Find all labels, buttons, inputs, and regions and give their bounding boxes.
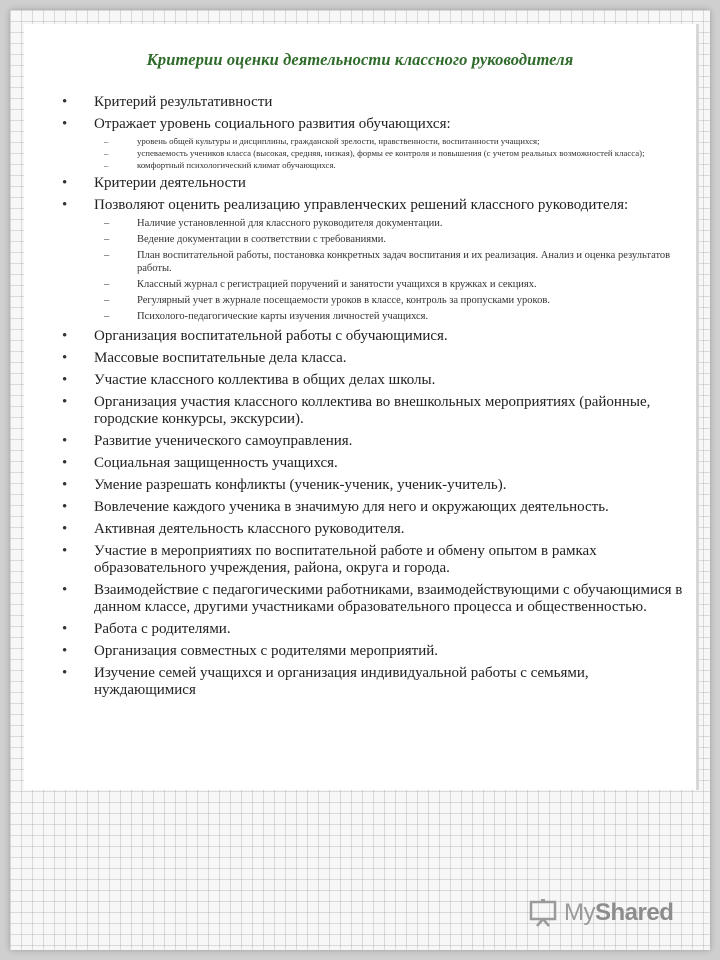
criteria-item-text: Вовлечение каждого ученика в значимую для него и окружающих деятельность. xyxy=(94,499,609,515)
criteria-item xyxy=(54,350,694,367)
criteria-item-text: Участие в мероприятиях по воспитательной работе и обмену опытом в рамках образовательного учреждения, района, округа и города. xyxy=(94,543,597,576)
sub-item: – Ведение документации в соответствии с требованиями. xyxy=(94,233,694,246)
criteria-item xyxy=(54,116,694,170)
sub-item: – Классный журнал с регистрацией поручений и занятости учащихся в кружках и секциях. xyxy=(94,278,694,291)
criteria-item xyxy=(54,521,694,538)
criteria-item xyxy=(54,394,694,428)
criteria-item-text: Изучение семей учащихся и организация индивидуальной работы с семьями, нуждающимися xyxy=(94,665,589,698)
criteria-item-text: Организация участия классного коллектива во внешкольных мероприятиях (районные, городские конкурсы, экскурсии). xyxy=(94,394,651,427)
slide-content xyxy=(54,94,694,704)
criteria-item-text: Активная деятельность классного руководителя. xyxy=(94,521,405,537)
content-panel xyxy=(24,24,699,790)
myshared-watermark xyxy=(528,898,673,928)
criteria-item-text: Позволяют оценить реализацию управленческих решений классного руководителя: xyxy=(94,197,629,213)
sub-item: – уровень общей культуры и дисциплины, гражданской зрелости, нравственности, воспитанности учащихся; xyxy=(94,136,694,146)
criteria-item-text: Критерии деятельности xyxy=(94,175,246,191)
sub-item: – Психолого-педагогические карты изучения личностей учащихся. xyxy=(94,310,694,323)
presentation-board-icon xyxy=(528,898,558,928)
criteria-item-text: Развитие ученического самоуправления. xyxy=(94,433,353,449)
criteria-item xyxy=(54,328,694,345)
criteria-item-text: Умение разрешать конфликты (ученик-ученик, ученик-учитель). xyxy=(94,477,507,493)
sub-item: – Регулярный учет в журнале посещаемости уроков в классе, контроль за пропусками уроков. xyxy=(94,294,694,307)
criteria-item xyxy=(54,643,694,660)
criteria-item xyxy=(54,621,694,638)
slide-title: Критерии оценки деятельности классного руководителя xyxy=(146,50,574,69)
slide xyxy=(10,10,710,950)
criteria-list xyxy=(54,94,694,699)
criteria-item xyxy=(54,665,694,699)
criteria-item-text: Организация воспитательной работы с обучающимися. xyxy=(94,328,448,344)
criteria-item-text: Массовые воспитательные дела класса. xyxy=(94,350,347,366)
criteria-item xyxy=(54,372,694,389)
criteria-item-text: Участие классного коллектива в общих делах школы. xyxy=(94,372,436,388)
criteria-item-text: Работа с родителями. xyxy=(94,621,231,637)
criteria-item-text: Отражает уровень социального развития обучающихся: xyxy=(94,116,451,132)
criteria-item xyxy=(54,433,694,450)
sub-item: – Наличие установленной для классного руководителя документации. xyxy=(94,217,694,230)
sub-item: – успеваемость учеников класса (высокая, средняя, низкая), формы ее контроля и повышения (с учетом реальных возможностей класса); xyxy=(94,148,694,158)
sub-list xyxy=(94,136,694,170)
criteria-item xyxy=(54,582,694,616)
criteria-item xyxy=(54,94,694,111)
criteria-item xyxy=(54,455,694,472)
watermark-text: MyShared xyxy=(564,899,674,926)
criteria-item-text: Взаимодействие с педагогическими работниками, взаимодействующими с обучающимися в данном классе, другими участниками образовательного процесса и общественностью. xyxy=(94,582,683,615)
criteria-item xyxy=(54,543,694,577)
sub-item: – План воспитательной работы, постановка конкретных задач воспитания и их реализация. Анализ и оценка результатов работы. xyxy=(94,249,694,275)
sub-item: – комфортный психологический климат обучающихся. xyxy=(94,160,694,170)
criteria-item xyxy=(54,175,694,192)
criteria-item-text: Организация совместных с родителями мероприятий. xyxy=(94,643,439,659)
criteria-item xyxy=(54,499,694,516)
criteria-item-text: Социальная защищенность учащихся. xyxy=(94,455,338,471)
criteria-item xyxy=(54,197,694,323)
criteria-item-text: Критерий результативности xyxy=(94,94,273,110)
sub-list xyxy=(94,217,694,323)
criteria-item xyxy=(54,477,694,494)
